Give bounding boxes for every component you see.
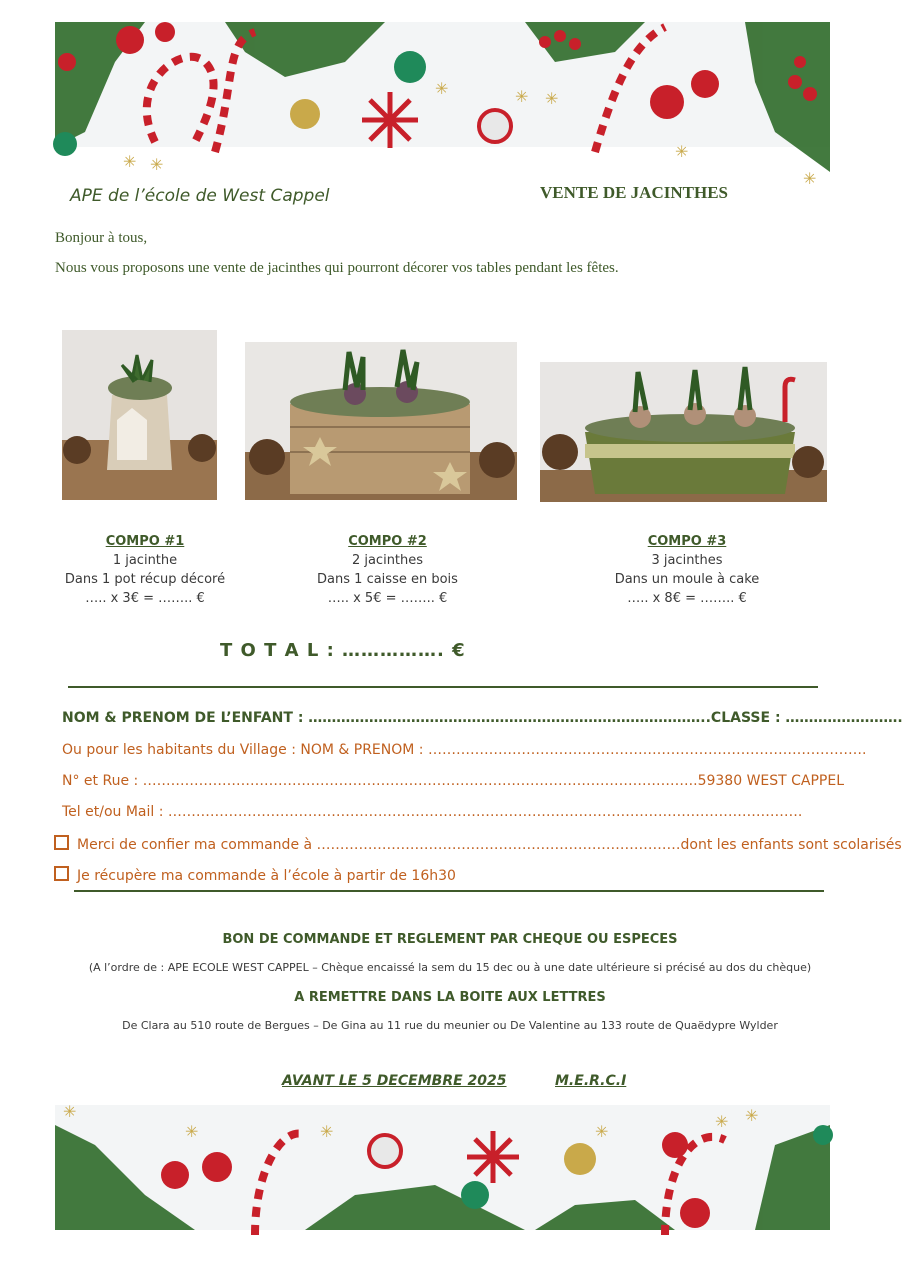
compo-price: ….. x 8€ = …….. € — [627, 591, 747, 606]
compo-3-photo — [540, 362, 827, 502]
compo-container: Dans 1 pot récup décoré — [64, 572, 226, 587]
contact-field[interactable]: Tel et/ou Mail : ………………………………………………………………………………………………………………………. — [62, 804, 803, 820]
divider — [74, 890, 824, 892]
svg-text:✳: ✳ — [435, 79, 449, 98]
compo-1-caption — [60, 532, 230, 608]
school-name: APE de l’école de West Cappel — [70, 186, 330, 206]
svg-text:✳: ✳ — [545, 89, 559, 108]
divider — [68, 686, 818, 688]
compo-qty: 1 jacinthe — [112, 553, 178, 568]
top-christmas-banner — [55, 22, 830, 188]
compo-container: Dans 1 caisse en bois — [317, 572, 458, 587]
compo-2-caption — [300, 532, 475, 608]
compo-price: ….. x 5€ = …….. € — [327, 591, 448, 606]
svg-text:✳: ✳ — [320, 1122, 334, 1141]
svg-text:✳: ✳ — [803, 169, 817, 188]
page-title: VENTE DE JACINTHES — [540, 183, 728, 202]
checkbox[interactable] — [54, 835, 69, 850]
compo-title: COMPO #1 — [105, 534, 185, 549]
village-name-field[interactable]: Ou pour les habitants du Village : NOM & PRENOM : …………………………………………………………………………………. — [62, 742, 867, 758]
intro-text: Nous vous proposons une vente de jacinthes qui pourront décorer vos tables pendant les fêtes. — [55, 260, 619, 276]
compo-price: ….. x 3€ = …….. € — [85, 591, 205, 606]
order-total: T O T A L : ……………. € — [220, 640, 466, 661]
address-field[interactable]: N° et Rue : ………………………………………………………………………………………………………..59380 WEST CAPPEL — [62, 773, 845, 789]
option-recuperer-label: Je récupère ma commande à l’école à partir de 16h30 — [77, 868, 456, 884]
compo-title: COMPO #2 — [348, 534, 427, 549]
child-name-field[interactable]: NOM & PRENOM DE L’ENFANT : …………………………………………………………………………..CLASSE : ……………………. — [62, 710, 903, 726]
compo-qty: 3 jacinthes — [651, 553, 723, 568]
svg-text:✳: ✳ — [150, 155, 164, 174]
compo-container: Dans un moule à cake — [614, 572, 760, 587]
option-recuperer[interactable] — [54, 866, 456, 884]
compo-title: COMPO #3 — [647, 534, 727, 549]
svg-text:✳: ✳ — [515, 87, 529, 106]
option-confier[interactable] — [54, 835, 902, 853]
svg-text:✳: ✳ — [745, 1106, 759, 1125]
order-note: (A l’ordre de : APE ECOLE WEST CAPPEL – Chèque encaissé la sem du 15 dec ou à une date ultérieure si précisé au dos du chèque) — [88, 961, 812, 974]
svg-text:✳: ✳ — [595, 1122, 609, 1141]
svg-text:✳: ✳ — [63, 1102, 77, 1121]
compo-2-photo — [245, 342, 517, 500]
order-title: BON DE COMMANDE ET REGLEMENT PAR CHEQUE OU ESPECES — [222, 932, 678, 947]
svg-text:✳: ✳ — [123, 152, 137, 171]
option-confier-label: Merci de confier ma commande à ……………………………………………………………………dont les enfants sont scolarisés — [77, 837, 902, 853]
return-note: De Clara au 510 route de Bergues – De Gina au 11 rue du meunier ou De Valentine au 133 route de Quaëdypre Wylder — [122, 1019, 778, 1032]
compo-qty: 2 jacinthes — [351, 553, 424, 568]
thanks: M.E.R.C.I — [555, 1073, 627, 1089]
compo-3-caption — [598, 532, 776, 608]
svg-text:✳: ✳ — [675, 142, 689, 161]
svg-text:✳: ✳ — [715, 1112, 729, 1131]
svg-text:✳: ✳ — [185, 1122, 199, 1141]
checkbox[interactable] — [54, 866, 69, 881]
deadline: AVANT LE 5 DECEMBRE 2025 — [282, 1073, 507, 1089]
compo-1-photo — [62, 330, 217, 500]
bottom-christmas-banner — [55, 1102, 830, 1230]
return-title: A REMETTRE DANS LA BOITE AUX LETTRES — [294, 990, 606, 1005]
greeting: Bonjour à tous, — [55, 230, 148, 246]
